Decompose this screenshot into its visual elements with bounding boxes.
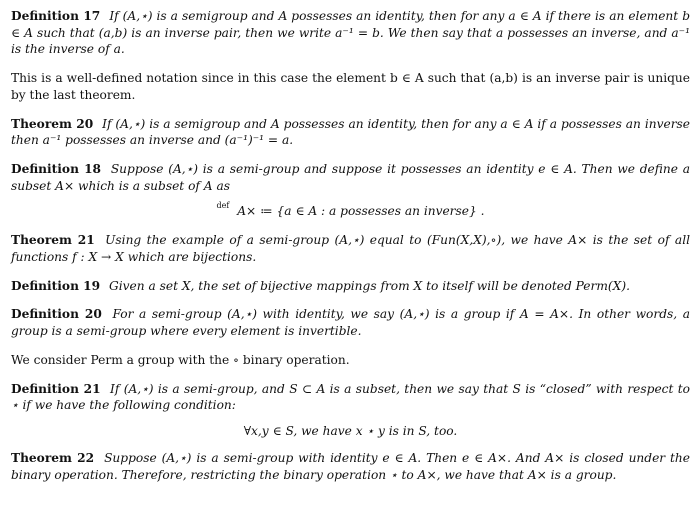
block-text: Given a set X, the set of bijective mappings from X to itself will be denoted Perm(X). bbox=[109, 278, 630, 293]
block-heading: Theorem 22 bbox=[11, 450, 95, 465]
definition-21 bbox=[11, 381, 690, 414]
block-heading: Theorem 21 bbox=[11, 233, 95, 248]
block-text: If (A,⋆) is a semigroup and A possesses an identity, then for any a ∈ A if a possesses an inverse then a⁻¹ possesses an inverse and (a⁻¹)⁻¹ = a. bbox=[11, 116, 690, 148]
equation-text: A× ≔ {a ∈ A : a possesses an inverse} . bbox=[237, 204, 485, 219]
remark-paragraph bbox=[11, 70, 690, 103]
equation-text: ∀x,y ∈ S, we have x ⋆ y is in S, too. bbox=[243, 423, 458, 438]
definition-17 bbox=[11, 8, 690, 58]
display-equation-units bbox=[11, 203, 690, 221]
block-text: Suppose (A,⋆) is a semi-group with identity e ∈ A. Then e ∈ A×. And A× is closed under the binary operation. Therefore, restricting the binary operation ⋆ to A×, we have that A× is a group. bbox=[11, 450, 690, 482]
block-text: This is a well-defined notation since in this case the element b ∈ A such that (a,b) is an inverse pair is unique by the last theorem. bbox=[11, 71, 690, 102]
remark-perm bbox=[11, 352, 690, 369]
def-label: def bbox=[216, 201, 230, 211]
block-heading: Theorem 20 bbox=[11, 116, 94, 131]
block-heading: Definition 17 bbox=[11, 9, 101, 23]
block-heading: Definition 20 bbox=[11, 307, 102, 322]
block-heading: Definition 21 bbox=[11, 381, 101, 396]
block-text: For a semi-group (A,⋆) with identity, we say (A,⋆) is a group if A = A×. In other words, a group is a semi-group where every element is invertible. bbox=[11, 307, 690, 339]
definition-20 bbox=[11, 306, 690, 339]
block-text: We consider Perm a group with the ∘ binary operation. bbox=[11, 352, 350, 367]
block-text: Suppose (A,⋆) is a semi-group and suppose it possesses an identity e ∈ A. Then we define a subset A× which is a subset of A as bbox=[11, 161, 690, 193]
block-heading: Definition 18 bbox=[11, 161, 102, 176]
definition-19 bbox=[11, 278, 690, 295]
theorem-22 bbox=[11, 450, 690, 483]
block-text: If (A,⋆) is a semi-group, and S ⊂ A is a subset, then we say that S is “closed” with respect to ⋆ if we have the following condition: bbox=[11, 381, 690, 413]
theorem-21 bbox=[11, 232, 690, 265]
block-text: If (A,⋆) is a semigroup and A possesses an identity, then for any a ∈ A if there is an element b ∈ A such that (a,b) is an inverse pair, then we write a⁻¹ = b. We then say that a possesses an inverse, and a⁻¹ is the inverse of a. bbox=[11, 9, 690, 57]
block-heading: Definition 19 bbox=[11, 278, 101, 293]
block-text: Using the example of a semi-group (A,⋆) equal to (Fun(X,X),∘), we have A× is the set of all functions f : X → X which are bijections. bbox=[11, 233, 690, 265]
definition-18 bbox=[11, 161, 690, 194]
display-closure-condition bbox=[11, 423, 690, 439]
theorem-20 bbox=[11, 116, 690, 149]
